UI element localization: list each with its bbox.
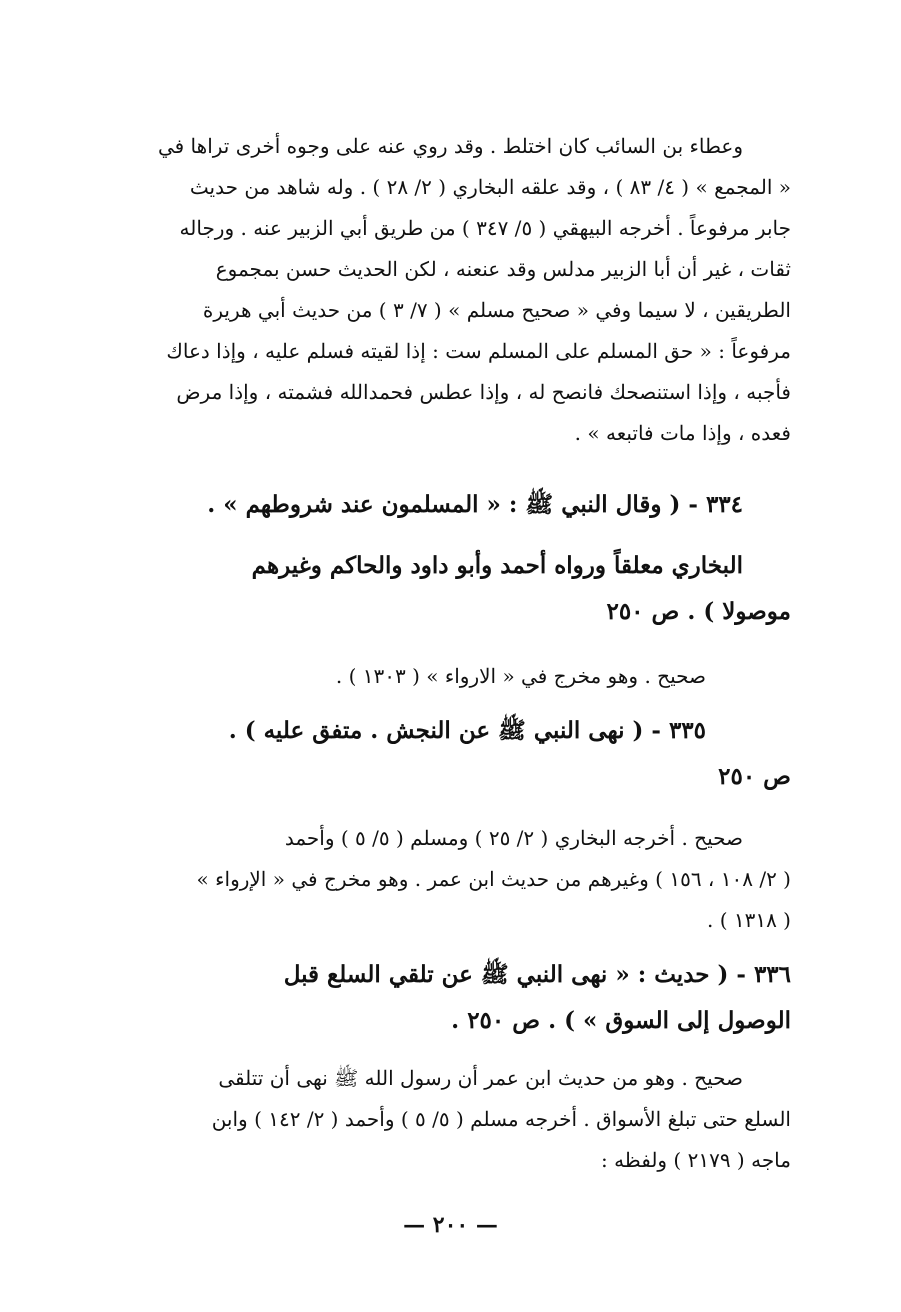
text-line: البخاري معلقاً ورواه أحمد وأبو داود والحاكم وغيرهم <box>251 552 743 579</box>
text-line: جابر مرفوعاً . أخرجه البيهقي ( ٥/ ٣٤٧ ) من طريق أبي الزبير عنه . ورجاله <box>179 216 791 240</box>
verdict-334 <box>110 656 791 697</box>
text-line: « المجمع » ( ٤/ ٨٣ ) ، وقد علقه البخاري ( ٢/ ٢٨ ) . وله شاهد من حديث <box>189 175 791 199</box>
page-number: — ٢٠٠ — <box>403 1212 498 1238</box>
text-line: ماجه ( ٢١٧٩ ) ولفظه : <box>600 1148 791 1172</box>
verdict-335 <box>110 818 791 941</box>
text-line: صحيح . أخرجه البخاري ( ٢/ ٢٥ ) ومسلم ( ٥/ ٥ ) وأحمد <box>284 826 743 850</box>
text-line: فأجبه ، وإذا استنصحك فانصح له ، وإذا عطس فحمدالله فشمته ، وإذا مرض <box>176 380 791 404</box>
text-line: ٣٣٥ - ( نهى النبي ﷺ عن النجش . متفق عليه ) . <box>228 717 706 744</box>
text-line: وعطاء بن السائب كان اختلط . وقد روي عنه على وجوه أخرى تراها في <box>157 134 743 158</box>
text-line: ٣٣٤ - ( وقال النبي ﷺ : « المسلمون عند شروطهم » . <box>207 491 743 518</box>
text-line: الوصول إلى السوق » ) . ص ٢٥٠ . <box>451 1007 791 1034</box>
text-line: فعده ، وإذا مات فاتبعه » . <box>574 421 791 445</box>
text-line: مرفوعاً : « حق المسلم على المسلم ست : إذا لقيته فسلم عليه ، وإذا دعاك <box>166 339 791 363</box>
hadith-heading-334 <box>110 482 791 528</box>
text-line: ٣٣٦ - ( حديث : « نهى النبي ﷺ عن تلقي السلع قبل <box>283 961 791 988</box>
text-line: صحيح . وهو مخرج في « الارواء » ( ١٣٠٣ ) . <box>335 664 706 688</box>
paragraph-continuation <box>110 126 791 454</box>
hadith-heading-336 <box>110 952 791 1044</box>
source-note-334 <box>110 543 791 635</box>
text-line: ص ٢٥٠ <box>718 763 791 790</box>
text-line: موصولا ) . ص ٢٥٠ <box>606 598 791 625</box>
text-line: السلع حتى تبلغ الأسواق . أخرجه مسلم ( ٥/ ٥ ) وأحمد ( ٢/ ١٤٢ ) وابن <box>211 1107 791 1131</box>
text-line: ثقات ، غير أن أبا الزبير مدلس وقد عنعنه ، لكن الحديث حسن بمجموع <box>215 257 791 281</box>
text-line: صحيح . وهو من حديث ابن عمر أن رسول الله ﷺ نهى أن تتلقى <box>218 1066 743 1090</box>
text-line: الطريقين ، لا سيما وفي « صحيح مسلم » ( ٧/ ٣ ) من حديث أبي هريرة <box>202 298 791 322</box>
text-line: ( ٢/ ١٠٨ ، ١٥٦ ) وغيرهم من حديث ابن عمر . وهو مخرج في « الإرواء » <box>196 867 791 891</box>
verdict-336 <box>110 1058 791 1181</box>
text-line: ( ١٣١٨ ) . <box>706 908 791 932</box>
hadith-heading-335 <box>110 708 791 800</box>
